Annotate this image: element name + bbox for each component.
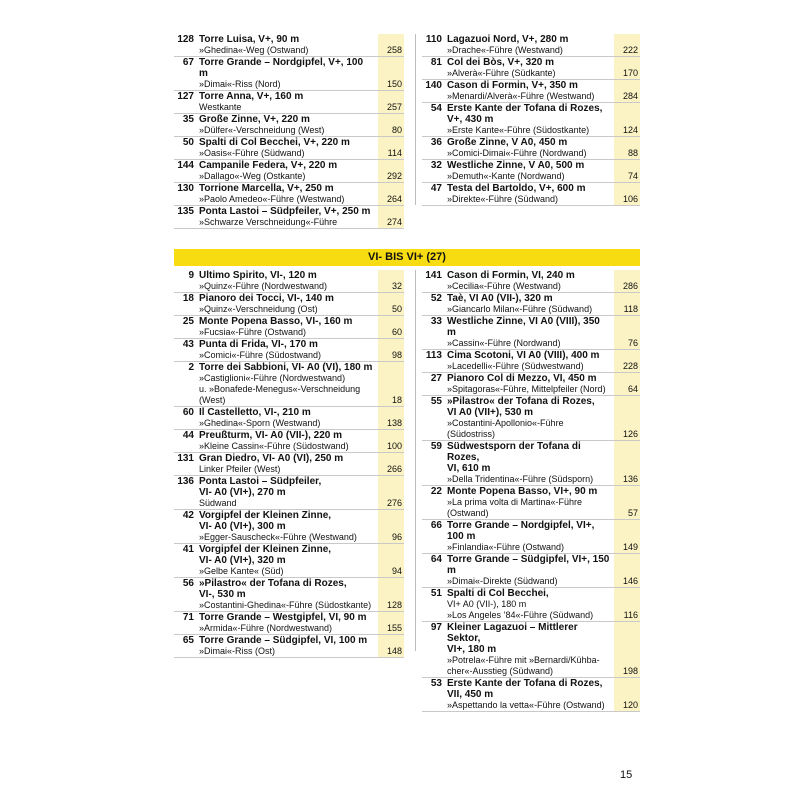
route-number: 136 bbox=[177, 476, 194, 487]
route-entry bbox=[422, 34, 640, 57]
route-entry bbox=[174, 578, 404, 612]
page-reference: 292 bbox=[386, 171, 402, 181]
page-reference: 264 bbox=[386, 194, 402, 204]
route-entry bbox=[174, 430, 404, 453]
page-reference: 170 bbox=[622, 68, 638, 78]
route-title: Kleiner Lagazuoi – Mittlerer Sektor, VI+, 180 m bbox=[447, 622, 578, 655]
route-title: Il Castelletto, VI-, 210 m bbox=[199, 407, 311, 418]
route-description: »Dülfer«-Verschneidung (West) bbox=[199, 125, 325, 135]
route-number: 135 bbox=[177, 206, 194, 217]
column-divider bbox=[415, 270, 416, 651]
route-number: 41 bbox=[182, 544, 194, 555]
page-reference: 228 bbox=[622, 361, 638, 371]
route-entry bbox=[422, 57, 640, 80]
page-reference: 18 bbox=[391, 395, 402, 405]
route-description: Westkante bbox=[199, 102, 242, 112]
route-title: Punta di Frida, VI-, 170 m bbox=[199, 339, 318, 350]
route-entry bbox=[174, 339, 404, 362]
route-number: 59 bbox=[430, 441, 442, 452]
page-reference: 266 bbox=[386, 464, 402, 474]
bottom-left-column bbox=[174, 270, 404, 658]
page-reference: 150 bbox=[386, 79, 402, 89]
route-description: »La prima volta di Martina«-Führe (Ostwand) bbox=[447, 497, 583, 518]
route-number: 64 bbox=[430, 554, 442, 565]
page-reference-cell bbox=[614, 316, 640, 349]
route-entry bbox=[174, 407, 404, 430]
route-title: Cima Scotoni, VI A0 (VIII), 400 m bbox=[447, 350, 600, 361]
route-number: 60 bbox=[182, 407, 194, 418]
page-reference-cell bbox=[378, 339, 404, 361]
route-number: 113 bbox=[425, 350, 442, 361]
route-entry bbox=[422, 80, 640, 103]
route-title: Preußturm, VI- A0 (VII-), 220 m bbox=[199, 430, 342, 441]
route-number: 9 bbox=[188, 270, 194, 281]
page-reference-cell bbox=[378, 160, 404, 182]
page-reference-cell bbox=[614, 396, 640, 440]
route-number: 51 bbox=[430, 588, 442, 599]
page-reference-cell bbox=[378, 270, 404, 292]
route-title: Torre Grande – Südgipfel, VI+, 150 m bbox=[447, 554, 610, 576]
route-title: Monte Popena Basso, VI+, 90 m bbox=[447, 486, 598, 497]
route-description: »Aspettando la vetta«-Führe (Ostwand) bbox=[447, 700, 605, 710]
route-number: 44 bbox=[182, 430, 194, 441]
route-description: »Kleine Cassin«-Führe (Südostwand) bbox=[199, 441, 349, 451]
page-reference-cell bbox=[614, 350, 640, 372]
route-description: »Costantini-Ghedina«-Führe (Südostkante) bbox=[199, 600, 372, 610]
route-entry bbox=[174, 183, 404, 206]
route-entry bbox=[174, 453, 404, 476]
route-number: 36 bbox=[430, 137, 442, 148]
page-reference: 76 bbox=[627, 338, 638, 348]
route-entry bbox=[422, 373, 640, 396]
page-reference-cell bbox=[378, 407, 404, 429]
route-description: »Ghedina«-Sporn (Westwand) bbox=[199, 418, 321, 428]
route-title: Ponta Lastoi – Südpfeiler, VI- A0 (VI+), 270 m bbox=[199, 476, 322, 498]
route-entry bbox=[422, 588, 640, 622]
page-reference: 222 bbox=[622, 45, 638, 55]
page-reference-cell bbox=[614, 293, 640, 315]
page-reference-cell bbox=[614, 137, 640, 159]
page-reference: 276 bbox=[386, 498, 402, 508]
route-title: Pianoro dei Tocci, VI-, 140 m bbox=[199, 293, 334, 304]
route-entry bbox=[174, 91, 404, 114]
route-entry bbox=[174, 270, 404, 293]
page-reference: 148 bbox=[386, 646, 402, 656]
route-entry bbox=[422, 316, 640, 350]
route-number: 128 bbox=[177, 34, 194, 45]
route-entry bbox=[174, 476, 404, 510]
page-reference: 96 bbox=[391, 532, 402, 542]
top-right-column bbox=[422, 34, 640, 206]
route-description: »Demuth«-Kante (Nordwand) bbox=[447, 171, 565, 181]
page-reference-cell bbox=[614, 622, 640, 677]
route-number: 55 bbox=[430, 396, 442, 407]
route-title: Erste Kante der Tofana di Rozes, VII, 450 m bbox=[447, 678, 603, 700]
page-reference-cell bbox=[378, 316, 404, 338]
route-number: 110 bbox=[425, 34, 442, 45]
page-reference: 118 bbox=[623, 304, 638, 314]
route-description: »Alverà«-Führe (Südkante) bbox=[447, 68, 556, 78]
route-entry bbox=[422, 622, 640, 678]
route-title: Testa del Bartoldo, V+, 600 m bbox=[447, 183, 586, 194]
route-number: 66 bbox=[430, 520, 442, 531]
route-number: 27 bbox=[430, 373, 442, 384]
route-title: Spalti di Col Becchei, V+, 220 m bbox=[199, 137, 350, 148]
page-reference: 124 bbox=[622, 125, 638, 135]
page-reference: 57 bbox=[627, 508, 638, 518]
route-number: 42 bbox=[182, 510, 194, 521]
route-entry bbox=[174, 510, 404, 544]
route-description: »Fucsia«-Führe (Ostwand) bbox=[199, 327, 307, 337]
route-description: »Erste Kante«-Führe (Südostkante) bbox=[447, 125, 590, 135]
page-reference: 100 bbox=[386, 441, 402, 451]
route-title: Gran Diedro, VI- A0 (VI), 250 m bbox=[199, 453, 344, 464]
route-entry bbox=[422, 520, 640, 554]
route-entry bbox=[174, 293, 404, 316]
route-number: 50 bbox=[182, 137, 194, 148]
route-title: Torre Grande – Nordgipfel, VI+, 100 m bbox=[447, 520, 595, 542]
route-description: »Dimai«-Riss (Nord) bbox=[199, 79, 281, 89]
route-description: »Dimai«-Riss (Ost) bbox=[199, 646, 276, 656]
page-reference-cell bbox=[378, 206, 404, 228]
page-reference: 64 bbox=[627, 384, 638, 394]
route-entry bbox=[174, 544, 404, 578]
route-title: Torre Luisa, V+, 90 m bbox=[199, 34, 300, 45]
route-entry bbox=[422, 270, 640, 293]
route-title: Vorgipfel der Kleinen Zinne, VI- A0 (VI+), 320 m bbox=[199, 544, 332, 566]
route-entry bbox=[422, 396, 640, 441]
route-description: »Comici«-Führe (Südostwand) bbox=[199, 350, 322, 360]
route-number: 47 bbox=[430, 183, 442, 194]
page-reference-cell bbox=[378, 91, 404, 113]
route-number: 43 bbox=[182, 339, 194, 350]
route-description: »Finlandia«-Führe (Ostwand) bbox=[447, 542, 565, 552]
page-reference-cell bbox=[378, 362, 404, 406]
page-reference: 138 bbox=[386, 418, 402, 428]
route-number: 25 bbox=[182, 316, 194, 327]
route-number: 35 bbox=[182, 114, 194, 125]
route-number: 67 bbox=[182, 57, 194, 68]
page-reference-cell bbox=[378, 510, 404, 543]
page-reference-cell bbox=[378, 183, 404, 205]
route-title: Cason di Formin, V+, 350 m bbox=[447, 80, 578, 91]
route-title: »Pilastro« der Tofana di Rozes, VI A0 (VII+), 530 m bbox=[447, 396, 595, 418]
route-description: »Cassin«-Führe (Nordwand) bbox=[447, 338, 561, 348]
route-description: »Quinz«-Führe (Nordwestwand) bbox=[199, 281, 328, 291]
route-description: »Cecilia«-Führe (Westwand) bbox=[447, 281, 561, 291]
route-description: VI+ A0 (VII-), 180 m »Los Angeles ’84«-Führe (Südwand) bbox=[447, 599, 594, 620]
page-reference-cell bbox=[378, 57, 404, 90]
route-title: Campanile Federa, V+, 220 m bbox=[199, 160, 338, 171]
page-reference-cell bbox=[378, 635, 404, 657]
route-entry bbox=[174, 612, 404, 635]
bottom-right-column bbox=[422, 270, 640, 712]
route-description: Südwand bbox=[199, 498, 237, 508]
route-entry bbox=[174, 160, 404, 183]
page-reference: 80 bbox=[391, 125, 402, 135]
page-reference-cell bbox=[614, 34, 640, 56]
route-number: 22 bbox=[430, 486, 442, 497]
page-reference: 94 bbox=[391, 566, 402, 576]
page-reference-cell bbox=[614, 57, 640, 79]
page-reference-cell bbox=[614, 183, 640, 205]
page-reference: 74 bbox=[627, 171, 638, 181]
route-number: 144 bbox=[177, 160, 194, 171]
route-number: 53 bbox=[430, 678, 442, 689]
page-reference: 198 bbox=[622, 666, 638, 676]
page-reference: 88 bbox=[627, 148, 638, 158]
page-reference: 146 bbox=[622, 576, 638, 586]
route-description: »Dallago«-Weg (Ostkante) bbox=[199, 171, 306, 181]
route-description: »Della Tridentina«-Führe (Südsporn) bbox=[447, 474, 594, 484]
route-entry bbox=[174, 57, 404, 91]
page-reference: 114 bbox=[387, 148, 402, 158]
route-description: »Paolo Amedeo«-Führe (Westwand) bbox=[199, 194, 345, 204]
route-title: Ponta Lastoi – Südpfeiler, V+, 250 m bbox=[199, 206, 371, 217]
page-reference-cell bbox=[378, 544, 404, 577]
route-entry bbox=[422, 486, 640, 520]
route-title: Torre Anna, V+, 160 m bbox=[199, 91, 304, 102]
route-description: »Comici-Dimai«-Führe (Nordwand) bbox=[447, 148, 587, 158]
page-reference: 120 bbox=[622, 700, 638, 710]
page-reference-cell bbox=[378, 137, 404, 159]
route-entry bbox=[174, 34, 404, 57]
route-entry bbox=[174, 114, 404, 137]
route-title: Westliche Zinne, VI A0 (VIII), 350 m bbox=[447, 316, 600, 338]
route-number: 65 bbox=[182, 635, 194, 646]
route-title: Torrione Marcella, V+, 250 m bbox=[199, 183, 334, 194]
route-entry bbox=[422, 137, 640, 160]
page-reference-cell bbox=[614, 678, 640, 711]
route-description: »Schwarze Verschneidung«-Führe bbox=[199, 217, 338, 227]
page-reference-cell bbox=[614, 588, 640, 621]
route-title: Cason di Formin, VI, 240 m bbox=[447, 270, 575, 281]
page-reference-cell bbox=[378, 114, 404, 136]
page-reference: 258 bbox=[386, 45, 402, 55]
page-reference-cell bbox=[614, 441, 640, 485]
route-title: Erste Kante der Tofana di Rozes, V+, 430 m bbox=[447, 103, 603, 125]
page-reference-cell bbox=[614, 80, 640, 102]
page-reference-cell bbox=[378, 34, 404, 56]
route-entry bbox=[422, 103, 640, 137]
page-reference: 136 bbox=[622, 474, 638, 484]
page-reference-cell bbox=[614, 373, 640, 395]
route-description: »Menardi/Alverà«-Führe (Westwand) bbox=[447, 91, 595, 101]
route-number: 32 bbox=[430, 160, 442, 171]
route-description: »Castiglioni«-Führe (Nordwestwand) u. »Bonafede-Menegus«-Verschneidung (West) bbox=[199, 373, 361, 405]
route-description: »Dimai«-Direkte (Südwand) bbox=[447, 576, 558, 586]
route-description: »Quinz«-Verschneidung (Ost) bbox=[199, 304, 318, 314]
route-description: »Gelbe Kante« (Süd) bbox=[199, 566, 284, 576]
route-title: Torre Grande – Nordgipfel, V+, 100 m bbox=[199, 57, 364, 79]
page-reference-cell bbox=[378, 430, 404, 452]
route-title: Südwestsporn der Tofana di Rozes, VI, 610 m bbox=[447, 441, 581, 474]
page-reference-cell bbox=[378, 476, 404, 509]
route-entry bbox=[422, 293, 640, 316]
page-reference: 284 bbox=[622, 91, 638, 101]
route-number: 33 bbox=[430, 316, 442, 327]
route-number: 140 bbox=[425, 80, 442, 91]
top-left-column bbox=[174, 34, 404, 229]
route-description: »Giancarlo Milan«-Führe (Südwand) bbox=[447, 304, 593, 314]
route-title: Col dei Bòs, V+, 320 m bbox=[447, 57, 554, 68]
route-entry bbox=[422, 183, 640, 206]
page-reference-cell bbox=[614, 520, 640, 553]
route-entry bbox=[422, 554, 640, 588]
route-entry bbox=[422, 678, 640, 712]
route-title: »Pilastro« der Tofana di Rozes, VI-, 530 m bbox=[199, 578, 347, 600]
route-entry bbox=[174, 362, 404, 407]
route-title: Taè, VI A0 (VII-), 320 m bbox=[447, 293, 553, 304]
route-title: Pianoro Col di Mezzo, VI, 450 m bbox=[447, 373, 597, 384]
route-title: Torre Grande – Westgipfel, VI, 90 m bbox=[199, 612, 367, 623]
page-reference-cell bbox=[614, 554, 640, 587]
route-entry bbox=[174, 206, 404, 229]
route-entry bbox=[174, 316, 404, 339]
page-reference: 149 bbox=[622, 542, 638, 552]
route-description: »Armida«-Führe (Nordwestwand) bbox=[199, 623, 333, 633]
route-number: 127 bbox=[177, 91, 194, 102]
route-number: 54 bbox=[430, 103, 442, 114]
route-entry bbox=[422, 441, 640, 486]
column-divider bbox=[415, 34, 416, 205]
route-number: 141 bbox=[425, 270, 442, 281]
page-reference: 50 bbox=[391, 304, 402, 314]
route-title: Monte Popena Basso, VI-, 160 m bbox=[199, 316, 353, 327]
page-reference: 126 bbox=[622, 429, 638, 439]
route-number: 56 bbox=[182, 578, 194, 589]
route-number: 130 bbox=[177, 183, 194, 194]
route-title: Westliche Zinne, V A0, 500 m bbox=[447, 160, 585, 171]
route-description: »Costantini-Apollonio«-Führe (Südostriss) bbox=[447, 418, 564, 439]
route-entry bbox=[174, 635, 404, 658]
route-description: »Ghedina«-Weg (Ostwand) bbox=[199, 45, 309, 55]
page-reference-cell bbox=[614, 160, 640, 182]
page-reference: 286 bbox=[622, 281, 638, 291]
page-reference: 257 bbox=[386, 102, 402, 112]
route-description: »Oasis«-Führe (Südwand) bbox=[199, 148, 305, 158]
route-description: Linker Pfeiler (West) bbox=[199, 464, 281, 474]
page-reference-cell bbox=[378, 612, 404, 634]
page-reference-cell bbox=[378, 293, 404, 315]
route-number: 131 bbox=[177, 453, 194, 464]
route-number: 2 bbox=[188, 362, 194, 373]
page-reference: 274 bbox=[386, 217, 402, 227]
route-description: »Egger-Sauscheck«-Führe (Westwand) bbox=[199, 532, 357, 542]
route-title: Torre Grande – Südgipfel, VI, 100 m bbox=[199, 635, 368, 646]
page-reference: 116 bbox=[623, 610, 638, 620]
route-title: Lagazuoi Nord, V+, 280 m bbox=[447, 34, 569, 45]
page-reference: 106 bbox=[622, 194, 638, 204]
page-reference-cell bbox=[378, 578, 404, 611]
route-title: Große Zinne, V A0, 450 m bbox=[447, 137, 568, 148]
route-entry bbox=[422, 160, 640, 183]
route-description: »Spitagoras«-Führe, Mittelpfeiler (Nord) bbox=[447, 384, 606, 394]
page-reference-cell bbox=[614, 103, 640, 136]
section-heading: VI- BIS VI+ (27) bbox=[174, 249, 640, 266]
page-reference: 155 bbox=[386, 623, 402, 633]
page-reference: 128 bbox=[386, 600, 402, 610]
route-number: 71 bbox=[182, 612, 194, 623]
route-number: 97 bbox=[430, 622, 442, 633]
route-title: Torre dei Sabbioni, VI- A0 (VI), 180 m bbox=[199, 362, 373, 373]
page-reference: 32 bbox=[391, 281, 402, 291]
page-reference-cell bbox=[378, 453, 404, 475]
page-reference: 60 bbox=[391, 327, 402, 337]
route-title: Vorgipfel der Kleinen Zinne, VI- A0 (VI+), 300 m bbox=[199, 510, 332, 532]
route-description: »Direkte«-Führe (Südwand) bbox=[447, 194, 559, 204]
route-number: 18 bbox=[182, 293, 194, 304]
route-description: »Potrela«-Führe mit »Bernardi/Kühba- cher«-Ausstieg (Südwand) bbox=[447, 655, 600, 676]
page-number: 15 bbox=[620, 769, 633, 781]
route-entry bbox=[422, 350, 640, 373]
route-entry bbox=[174, 137, 404, 160]
route-description: »Drache«-Führe (Westwand) bbox=[447, 45, 563, 55]
route-number: 52 bbox=[430, 293, 442, 304]
page-reference: 98 bbox=[391, 350, 402, 360]
route-title: Spalti di Col Becchei, bbox=[447, 588, 549, 599]
page-reference-cell bbox=[614, 270, 640, 292]
route-title: Große Zinne, V+, 220 m bbox=[199, 114, 310, 125]
route-number: 81 bbox=[430, 57, 442, 68]
route-title: Ultimo Spirito, VI-, 120 m bbox=[199, 270, 317, 281]
page-reference-cell bbox=[614, 486, 640, 519]
route-description: »Lacedelli«-Führe (Südwestwand) bbox=[447, 361, 584, 371]
